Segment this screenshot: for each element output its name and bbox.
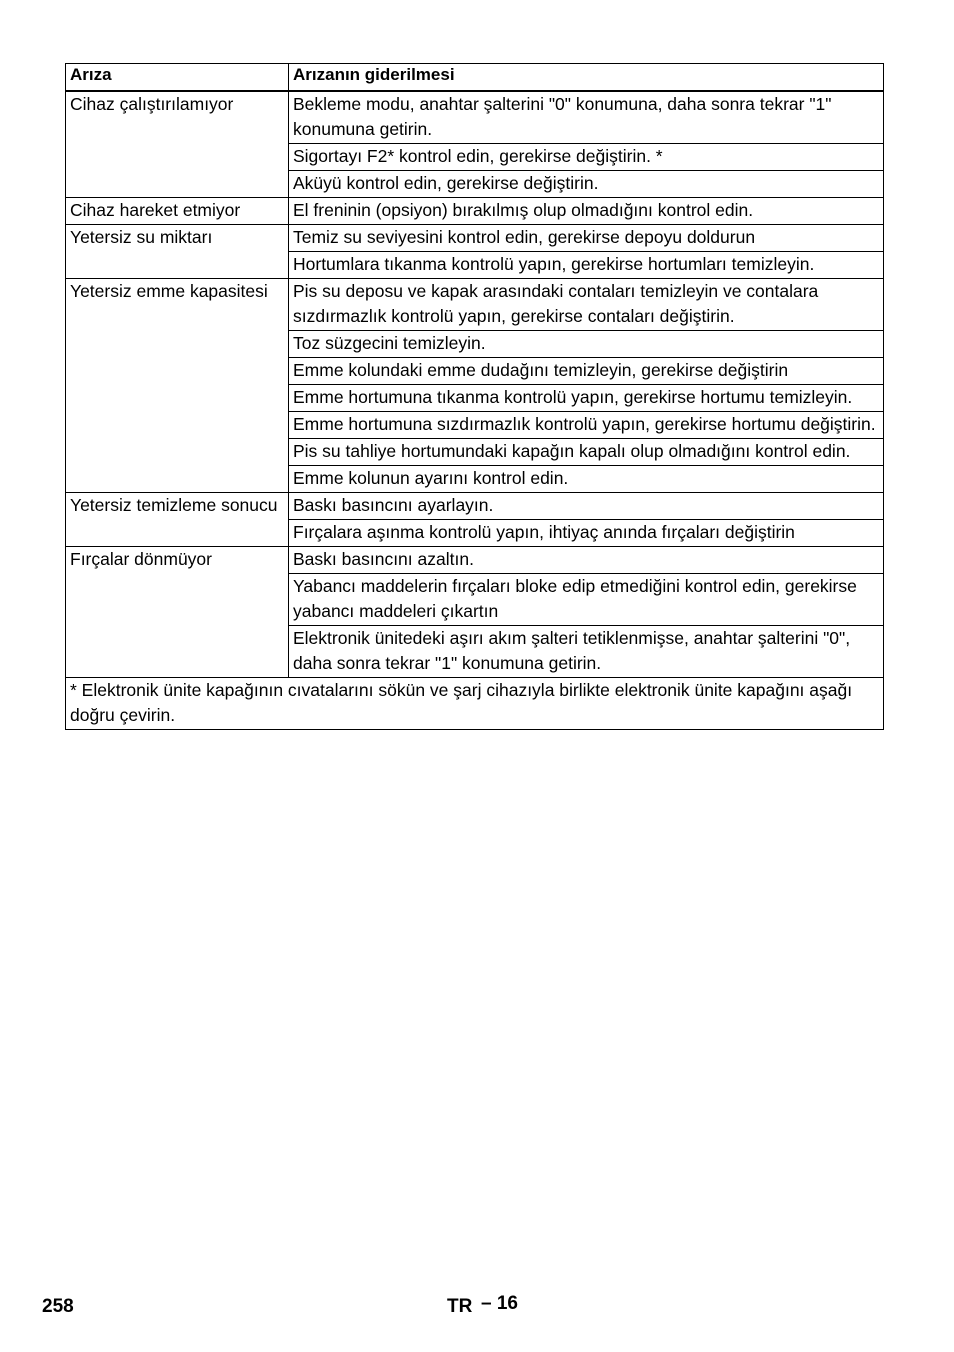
language-code: TR — [447, 1296, 473, 1317]
table-row — [66, 198, 884, 225]
table-row — [66, 279, 884, 331]
remedy-cell: El freninin (opsiyon) bırakılmış olup olmadığını kontrol edin. — [289, 198, 884, 225]
remedy-cell: Hortumlara tıkanma kontrolü yapın, gerekirse hortumları temizleyin. — [289, 252, 884, 279]
remedy-cell: Temiz su seviyesini kontrol edin, gerekirse depoyu doldurun — [289, 225, 884, 252]
table-header-row — [66, 64, 884, 92]
fault-cell: Cihaz çalıştırılamıyor — [66, 91, 289, 198]
remedy-cell: Emme hortumuna tıkanma kontrolü yapın, gerekirse hortumu temizleyin. — [289, 385, 884, 412]
remedy-cell: Baskı basıncını azaltın. — [289, 547, 884, 574]
troubleshooting-table — [65, 63, 884, 730]
remedy-cell: Emme hortumuna sızdırmazlık kontrolü yapın, gerekirse hortumu değiştirin. — [289, 412, 884, 439]
table-row — [66, 91, 884, 144]
remedy-cell: Yabancı maddelerin fırçaları bloke edip etmediğini kontrol edin, gerekirse yabancı maddeleri çıkartın — [289, 574, 884, 626]
remedy-cell: Pis su deposu ve kapak arasındaki contaları temizleyin ve contalara sızdırmazlık kontrolü yapın, gerekirse contaları değiştirin. — [289, 279, 884, 331]
table-row — [66, 547, 884, 574]
fault-cell: Fırçalar dönmüyor — [66, 547, 289, 678]
fault-cell: Yetersiz emme kapasitesi — [66, 279, 289, 493]
remedy-cell: Toz süzgecini temizleyin. — [289, 331, 884, 358]
remedy-cell: Elektronik ünitedeki aşırı akım şalteri tetiklenmişse, anahtar şalterini "0", daha sonra tekrar "1" konumuna getirin. — [289, 626, 884, 678]
fault-cell: Cihaz hareket etmiyor — [66, 198, 289, 225]
remedy-cell: Emme kolunun ayarını kontrol edin. — [289, 466, 884, 493]
remedy-cell: Emme kolundaki emme dudağını temizleyin, gerekirse değiştirin — [289, 358, 884, 385]
table-row — [66, 493, 884, 520]
remedy-cell: Sigortayı F2* kontrol edin, gerekirse değiştirin. * — [289, 144, 884, 171]
page-number: 258 — [42, 1296, 74, 1317]
table-row — [66, 225, 884, 252]
footnote-row — [66, 678, 884, 730]
header-fault: Arıza — [66, 64, 289, 92]
fault-cell: Yetersiz su miktarı — [66, 225, 289, 279]
remedy-cell: Aküyü kontrol edin, gerekirse değiştirin. — [289, 171, 884, 198]
fault-cell: Yetersiz temizleme sonucu — [66, 493, 289, 547]
sheet-number: – 16 — [481, 1293, 518, 1314]
footnote-text: * Elektronik ünite kapağının cıvatalarını sökün ve şarj cihazıyla birlikte elektronik ünite kapağını aşağı doğru çevirin. — [66, 678, 884, 730]
header-remedy: Arızanın giderilmesi — [289, 64, 884, 92]
remedy-cell: Fırçalara aşınma kontrolü yapın, ihtiyaç anında fırçaları değiştirin — [289, 520, 884, 547]
remedy-cell: Baskı basıncını ayarlayın. — [289, 493, 884, 520]
remedy-cell: Bekleme modu, anahtar şalterini "0" konumuna, daha sonra tekrar "1" konumuna getirin. — [289, 91, 884, 144]
remedy-cell: Pis su tahliye hortumundaki kapağın kapalı olup olmadığını kontrol edin. — [289, 439, 884, 466]
